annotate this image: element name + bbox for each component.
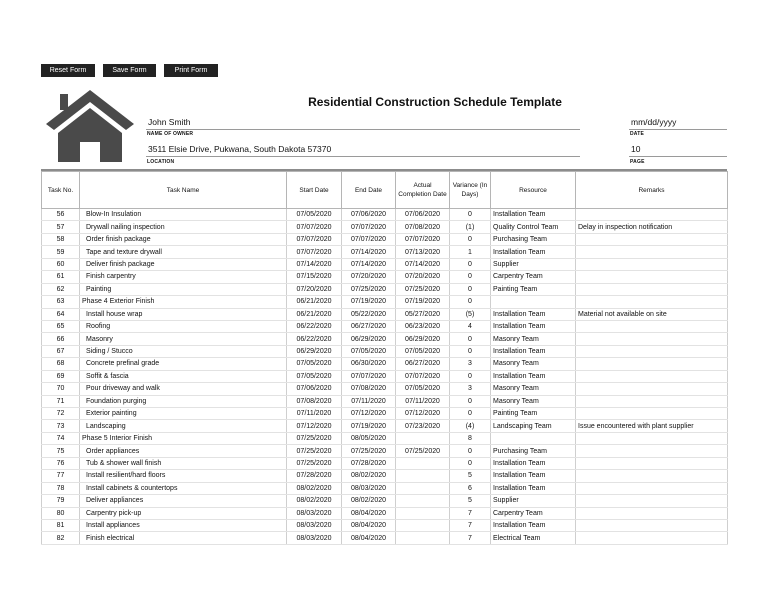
task-name-cell[interactable]: Install house wrap — [80, 308, 287, 320]
col-task-no: Task No. — [42, 172, 80, 209]
remarks-cell[interactable] — [576, 457, 728, 469]
owner-name-field[interactable]: John Smith — [148, 117, 191, 127]
task-name-cell[interactable]: Finish electrical — [80, 532, 287, 544]
task-number-cell[interactable]: 66 — [42, 333, 80, 345]
actual-date-cell[interactable]: 05/27/2020 — [396, 308, 450, 320]
task-name-cell[interactable]: Deliver appliances — [80, 495, 287, 507]
remarks-cell[interactable] — [576, 320, 728, 332]
task-number-cell[interactable]: 72 — [42, 408, 80, 420]
end-date-cell[interactable]: 08/02/2020 — [342, 495, 396, 507]
task-name-cell[interactable]: Exterior painting — [80, 408, 287, 420]
variance-cell[interactable]: 5 — [450, 470, 491, 482]
task-name-cell[interactable]: Tape and texture drywall — [80, 246, 287, 258]
resource-cell[interactable]: Carpentry Team — [491, 271, 576, 283]
variance-cell[interactable]: 1 — [450, 246, 491, 258]
remarks-cell[interactable] — [576, 209, 728, 221]
resource-cell[interactable]: Installation Team — [491, 457, 576, 469]
variance-cell[interactable]: 5 — [450, 495, 491, 507]
task-number-cell[interactable]: 73 — [42, 420, 80, 432]
table-row — [42, 370, 728, 382]
location-field[interactable]: 3511 Elsie Drive, Pukwana, South Dakota 57370 — [148, 144, 332, 154]
end-date-cell[interactable]: 07/25/2020 — [342, 445, 396, 457]
table-row — [42, 507, 728, 519]
start-date-cell[interactable]: 06/29/2020 — [287, 345, 342, 357]
table-body — [42, 209, 728, 545]
task-name-cell[interactable]: Blow-In Insulation — [80, 209, 287, 221]
col-end-date: End Date — [342, 172, 396, 209]
col-start-date: Start Date — [287, 172, 342, 209]
table-row — [42, 308, 728, 320]
remarks-cell[interactable] — [576, 507, 728, 519]
remarks-cell[interactable]: Issue encountered with plant supplier — [576, 420, 728, 432]
table-row — [42, 283, 728, 295]
resource-cell[interactable]: Carpentry Team — [491, 507, 576, 519]
table-row — [42, 470, 728, 482]
variance-cell[interactable]: 3 — [450, 358, 491, 370]
task-number-cell[interactable]: 56 — [42, 209, 80, 221]
variance-cell[interactable]: 0 — [450, 271, 491, 283]
start-date-cell[interactable]: 06/22/2020 — [287, 333, 342, 345]
table-row — [42, 271, 728, 283]
actual-date-cell[interactable] — [396, 457, 450, 469]
variance-cell[interactable]: 0 — [450, 283, 491, 295]
task-number-cell[interactable]: 67 — [42, 345, 80, 357]
resource-cell[interactable]: Installation Team — [491, 482, 576, 494]
end-date-cell[interactable]: 07/20/2020 — [342, 271, 396, 283]
task-name-cell[interactable]: Tub & shower wall finish — [80, 457, 287, 469]
resource-cell[interactable]: Supplier — [491, 258, 576, 270]
start-date-cell[interactable]: 07/06/2020 — [287, 383, 342, 395]
task-number-cell[interactable]: 65 — [42, 320, 80, 332]
start-date-cell[interactable]: 07/25/2020 — [287, 457, 342, 469]
variance-cell[interactable]: 7 — [450, 507, 491, 519]
task-name-cell[interactable]: Painting — [80, 283, 287, 295]
resource-cell[interactable]: Installation Team — [491, 320, 576, 332]
start-date-cell[interactable]: 07/20/2020 — [287, 283, 342, 295]
col-actual-completion: Actual Completion Date — [396, 172, 450, 209]
table-row — [42, 233, 728, 245]
end-date-cell[interactable]: 07/12/2020 — [342, 408, 396, 420]
actual-date-cell[interactable]: 07/07/2020 — [396, 233, 450, 245]
end-date-cell[interactable]: 07/07/2020 — [342, 233, 396, 245]
task-name-cell[interactable]: Phase 4 Exterior Finish — [80, 296, 287, 308]
actual-date-cell[interactable]: 07/25/2020 — [396, 283, 450, 295]
start-date-cell[interactable]: 07/12/2020 — [287, 420, 342, 432]
document-title: Residential Construction Schedule Template — [308, 95, 562, 109]
start-date-cell[interactable]: 08/02/2020 — [287, 482, 342, 494]
actual-date-cell[interactable] — [396, 432, 450, 444]
table-row — [42, 246, 728, 258]
table-row — [42, 532, 728, 544]
start-date-cell[interactable]: 07/05/2020 — [287, 370, 342, 382]
table-row — [42, 519, 728, 531]
actual-date-cell[interactable]: 07/05/2020 — [396, 383, 450, 395]
table-row — [42, 383, 728, 395]
remarks-cell[interactable] — [576, 370, 728, 382]
variance-cell[interactable]: 8 — [450, 432, 491, 444]
start-date-cell[interactable]: 06/22/2020 — [287, 320, 342, 332]
col-variance: Variance (In Days) — [450, 172, 491, 209]
task-number-cell[interactable]: 61 — [42, 271, 80, 283]
remarks-cell[interactable] — [576, 482, 728, 494]
task-name-cell[interactable]: Order appliances — [80, 445, 287, 457]
actual-date-cell[interactable]: 07/25/2020 — [396, 445, 450, 457]
table-row — [42, 221, 728, 233]
remarks-cell[interactable] — [576, 333, 728, 345]
start-date-cell[interactable]: 07/25/2020 — [287, 445, 342, 457]
task-name-cell[interactable]: Carpentry pick-up — [80, 507, 287, 519]
col-task-name: Task Name — [80, 172, 287, 209]
task-number-cell[interactable]: 82 — [42, 532, 80, 544]
variance-cell[interactable]: 0 — [450, 445, 491, 457]
remarks-cell[interactable] — [576, 432, 728, 444]
page-label: PAGE — [630, 159, 645, 165]
table-row — [42, 320, 728, 332]
resource-cell[interactable] — [491, 296, 576, 308]
resource-cell[interactable]: Painting Team — [491, 408, 576, 420]
resource-cell[interactable]: Installation Team — [491, 345, 576, 357]
resource-cell[interactable]: Purchasing Team — [491, 445, 576, 457]
date-label: DATE — [630, 131, 645, 137]
start-date-cell[interactable]: 07/05/2020 — [287, 209, 342, 221]
task-name-cell[interactable]: Landscaping — [80, 420, 287, 432]
remarks-cell[interactable]: Delay in inspection notification — [576, 221, 728, 233]
task-number-cell[interactable]: 81 — [42, 519, 80, 531]
actual-date-cell[interactable] — [396, 532, 450, 544]
variance-cell[interactable]: 0 — [450, 333, 491, 345]
start-date-cell[interactable]: 07/15/2020 — [287, 271, 342, 283]
task-name-cell[interactable]: Deliver finish package — [80, 258, 287, 270]
owner-name-label: NAME OF OWNER — [147, 131, 194, 137]
actual-date-cell[interactable]: 06/27/2020 — [396, 358, 450, 370]
start-date-cell[interactable]: 07/05/2020 — [287, 358, 342, 370]
actual-date-cell[interactable]: 07/12/2020 — [396, 408, 450, 420]
end-date-cell[interactable]: 07/07/2020 — [342, 221, 396, 233]
table-header-row — [42, 172, 728, 209]
task-name-cell[interactable]: Install resilient/hard floors — [80, 470, 287, 482]
task-number-cell[interactable]: 64 — [42, 308, 80, 320]
actual-date-cell[interactable]: 07/05/2020 — [396, 345, 450, 357]
start-date-cell[interactable]: 07/08/2020 — [287, 395, 342, 407]
resource-cell[interactable]: Landscaping Team — [491, 420, 576, 432]
actual-date-cell[interactable] — [396, 495, 450, 507]
task-name-cell[interactable]: Drywall nailing inspection — [80, 221, 287, 233]
remarks-cell[interactable] — [576, 358, 728, 370]
end-date-cell[interactable]: 07/28/2020 — [342, 457, 396, 469]
actual-date-cell[interactable]: 07/06/2020 — [396, 209, 450, 221]
end-date-cell[interactable]: 08/04/2020 — [342, 507, 396, 519]
actual-date-cell[interactable]: 07/11/2020 — [396, 395, 450, 407]
table-row — [42, 296, 728, 308]
resource-cell[interactable]: Quality Control Team — [491, 221, 576, 233]
end-date-cell[interactable]: 08/03/2020 — [342, 482, 396, 494]
remarks-cell[interactable] — [576, 519, 728, 531]
actual-date-cell[interactable] — [396, 482, 450, 494]
actual-date-cell[interactable] — [396, 470, 450, 482]
resource-cell[interactable]: Installation Team — [491, 519, 576, 531]
remarks-cell[interactable] — [576, 495, 728, 507]
task-number-cell[interactable]: 59 — [42, 246, 80, 258]
remarks-cell[interactable] — [576, 283, 728, 295]
end-date-cell[interactable]: 07/19/2020 — [342, 296, 396, 308]
task-number-cell[interactable]: 60 — [42, 258, 80, 270]
task-name-cell[interactable]: Install cabinets & countertops — [80, 482, 287, 494]
actual-date-cell[interactable]: 07/07/2020 — [396, 370, 450, 382]
variance-cell[interactable]: 7 — [450, 532, 491, 544]
start-date-cell[interactable]: 07/28/2020 — [287, 470, 342, 482]
task-number-cell[interactable]: 69 — [42, 370, 80, 382]
variance-cell[interactable]: 0 — [450, 457, 491, 469]
task-number-cell[interactable]: 80 — [42, 507, 80, 519]
table-row — [42, 333, 728, 345]
task-name-cell[interactable]: Pour driveway and walk — [80, 383, 287, 395]
variance-cell[interactable]: 0 — [450, 345, 491, 357]
resource-cell[interactable]: Installation Team — [491, 470, 576, 482]
actual-date-cell[interactable]: 06/29/2020 — [396, 333, 450, 345]
remarks-cell[interactable] — [576, 408, 728, 420]
variance-cell[interactable]: 6 — [450, 482, 491, 494]
variance-cell[interactable]: 0 — [450, 209, 491, 221]
task-number-cell[interactable]: 70 — [42, 383, 80, 395]
task-name-cell[interactable]: Masonry — [80, 333, 287, 345]
start-date-cell[interactable]: 07/14/2020 — [287, 258, 342, 270]
date-field[interactable]: mm/dd/yyyy — [631, 117, 677, 127]
variance-cell[interactable]: 0 — [450, 233, 491, 245]
end-date-cell[interactable]: 07/14/2020 — [342, 246, 396, 258]
task-number-cell[interactable]: 68 — [42, 358, 80, 370]
schedule-table — [41, 171, 727, 545]
variance-cell[interactable]: 0 — [450, 408, 491, 420]
actual-date-cell[interactable] — [396, 507, 450, 519]
resource-cell[interactable]: Installation Team — [491, 370, 576, 382]
task-number-cell[interactable]: 62 — [42, 283, 80, 295]
end-date-cell[interactable]: 06/30/2020 — [342, 358, 396, 370]
end-date-cell[interactable]: 07/07/2020 — [342, 370, 396, 382]
resource-cell[interactable]: Supplier — [491, 495, 576, 507]
variance-cell[interactable]: 0 — [450, 370, 491, 382]
variance-cell[interactable]: (4) — [450, 420, 491, 432]
table-row — [42, 432, 728, 444]
variance-cell[interactable]: (1) — [450, 221, 491, 233]
end-date-cell[interactable]: 07/25/2020 — [342, 283, 396, 295]
resource-cell[interactable] — [491, 432, 576, 444]
variance-cell[interactable]: 0 — [450, 258, 491, 270]
start-date-cell[interactable]: 06/21/2020 — [287, 296, 342, 308]
end-date-cell[interactable]: 07/11/2020 — [342, 395, 396, 407]
end-date-cell[interactable]: 08/02/2020 — [342, 470, 396, 482]
start-date-cell[interactable]: 07/07/2020 — [287, 221, 342, 233]
start-date-cell[interactable]: 07/25/2020 — [287, 432, 342, 444]
resource-cell[interactable]: Masonry Team — [491, 333, 576, 345]
task-name-cell[interactable]: Order finish package — [80, 233, 287, 245]
resource-cell[interactable]: Purchasing Team — [491, 233, 576, 245]
variance-cell[interactable]: 4 — [450, 320, 491, 332]
end-date-cell[interactable]: 07/06/2020 — [342, 209, 396, 221]
table-row — [42, 482, 728, 494]
table-row — [42, 258, 728, 270]
end-date-cell[interactable]: 06/27/2020 — [342, 320, 396, 332]
variance-cell[interactable]: 0 — [450, 296, 491, 308]
task-number-cell[interactable]: 75 — [42, 445, 80, 457]
house-icon — [46, 90, 134, 162]
table-row — [42, 395, 728, 407]
save-form-button[interactable]: Save Form — [103, 64, 156, 77]
resource-cell[interactable]: Installation Team — [491, 246, 576, 258]
table-row — [42, 457, 728, 469]
remarks-cell[interactable]: Material not available on site — [576, 308, 728, 320]
table-row — [42, 358, 728, 370]
end-date-cell[interactable]: 07/14/2020 — [342, 258, 396, 270]
variance-cell[interactable]: 0 — [450, 395, 491, 407]
end-date-cell[interactable]: 07/08/2020 — [342, 383, 396, 395]
task-number-cell[interactable]: 74 — [42, 432, 80, 444]
task-number-cell[interactable]: 58 — [42, 233, 80, 245]
task-number-cell[interactable]: 76 — [42, 457, 80, 469]
end-date-cell[interactable]: 07/19/2020 — [342, 420, 396, 432]
table-row — [42, 408, 728, 420]
end-date-cell[interactable]: 06/29/2020 — [342, 333, 396, 345]
print-form-button[interactable]: Print Form — [164, 64, 218, 77]
actual-date-cell[interactable]: 06/23/2020 — [396, 320, 450, 332]
table-row — [42, 209, 728, 221]
variance-cell[interactable]: 7 — [450, 519, 491, 531]
remarks-cell[interactable] — [576, 345, 728, 357]
table-row — [42, 445, 728, 457]
task-name-cell[interactable]: Finish carpentry — [80, 271, 287, 283]
task-number-cell[interactable]: 57 — [42, 221, 80, 233]
remarks-cell[interactable] — [576, 470, 728, 482]
resource-cell[interactable]: Masonry Team — [491, 358, 576, 370]
end-date-cell[interactable]: 05/22/2020 — [342, 308, 396, 320]
page-number-field[interactable]: 10 — [631, 144, 641, 154]
remarks-cell[interactable] — [576, 296, 728, 308]
remarks-cell[interactable] — [576, 395, 728, 407]
task-number-cell[interactable]: 63 — [42, 296, 80, 308]
actual-date-cell[interactable]: 07/14/2020 — [396, 258, 450, 270]
actual-date-cell[interactable]: 07/23/2020 — [396, 420, 450, 432]
start-date-cell[interactable]: 06/21/2020 — [287, 308, 342, 320]
location-label: LOCATION — [147, 159, 175, 165]
start-date-cell[interactable]: 07/11/2020 — [287, 408, 342, 420]
remarks-cell[interactable] — [576, 233, 728, 245]
task-name-cell[interactable]: Siding / Stucco — [80, 345, 287, 357]
actual-date-cell[interactable]: 07/13/2020 — [396, 246, 450, 258]
col-resource: Resource — [491, 172, 576, 209]
end-date-cell[interactable]: 08/04/2020 — [342, 519, 396, 531]
end-date-cell[interactable]: 08/05/2020 — [342, 432, 396, 444]
variance-cell[interactable]: (5) — [450, 308, 491, 320]
task-number-cell[interactable]: 71 — [42, 395, 80, 407]
resource-cell[interactable]: Installation Team — [491, 308, 576, 320]
remarks-cell[interactable] — [576, 246, 728, 258]
resource-cell[interactable]: Electrical Team — [491, 532, 576, 544]
actual-date-cell[interactable]: 07/20/2020 — [396, 271, 450, 283]
remarks-cell[interactable] — [576, 258, 728, 270]
task-name-cell[interactable]: Soffit & fascia — [80, 370, 287, 382]
end-date-cell[interactable]: 07/05/2020 — [342, 345, 396, 357]
reset-form-button[interactable]: Reset Form — [41, 64, 95, 77]
remarks-cell[interactable] — [576, 445, 728, 457]
variance-cell[interactable]: 3 — [450, 383, 491, 395]
start-date-cell[interactable]: 08/03/2020 — [287, 532, 342, 544]
actual-date-cell[interactable] — [396, 519, 450, 531]
task-name-cell[interactable]: Concrete prefinal grade — [80, 358, 287, 370]
task-number-cell[interactable]: 79 — [42, 495, 80, 507]
task-number-cell[interactable]: 78 — [42, 482, 80, 494]
start-date-cell[interactable]: 08/03/2020 — [287, 519, 342, 531]
start-date-cell[interactable]: 08/03/2020 — [287, 507, 342, 519]
resource-cell[interactable]: Painting Team — [491, 283, 576, 295]
resource-cell[interactable]: Masonry Team — [491, 395, 576, 407]
remarks-cell[interactable] — [576, 271, 728, 283]
remarks-cell[interactable] — [576, 383, 728, 395]
resource-cell[interactable]: Installation Team — [491, 209, 576, 221]
end-date-cell[interactable]: 08/04/2020 — [342, 532, 396, 544]
task-name-cell[interactable]: Phase 5 Interior Finish — [80, 432, 287, 444]
start-date-cell[interactable]: 07/07/2020 — [287, 246, 342, 258]
task-name-cell[interactable]: Foundation purging — [80, 395, 287, 407]
table-row — [42, 420, 728, 432]
start-date-cell[interactable]: 07/07/2020 — [287, 233, 342, 245]
resource-cell[interactable]: Masonry Team — [491, 383, 576, 395]
actual-date-cell[interactable]: 07/19/2020 — [396, 296, 450, 308]
task-number-cell[interactable]: 77 — [42, 470, 80, 482]
actual-date-cell[interactable]: 07/08/2020 — [396, 221, 450, 233]
table-row — [42, 345, 728, 357]
remarks-cell[interactable] — [576, 532, 728, 544]
task-name-cell[interactable]: Install appliances — [80, 519, 287, 531]
task-name-cell[interactable]: Roofing — [80, 320, 287, 332]
start-date-cell[interactable]: 08/02/2020 — [287, 495, 342, 507]
col-remarks: Remarks — [576, 172, 728, 209]
table-row — [42, 495, 728, 507]
